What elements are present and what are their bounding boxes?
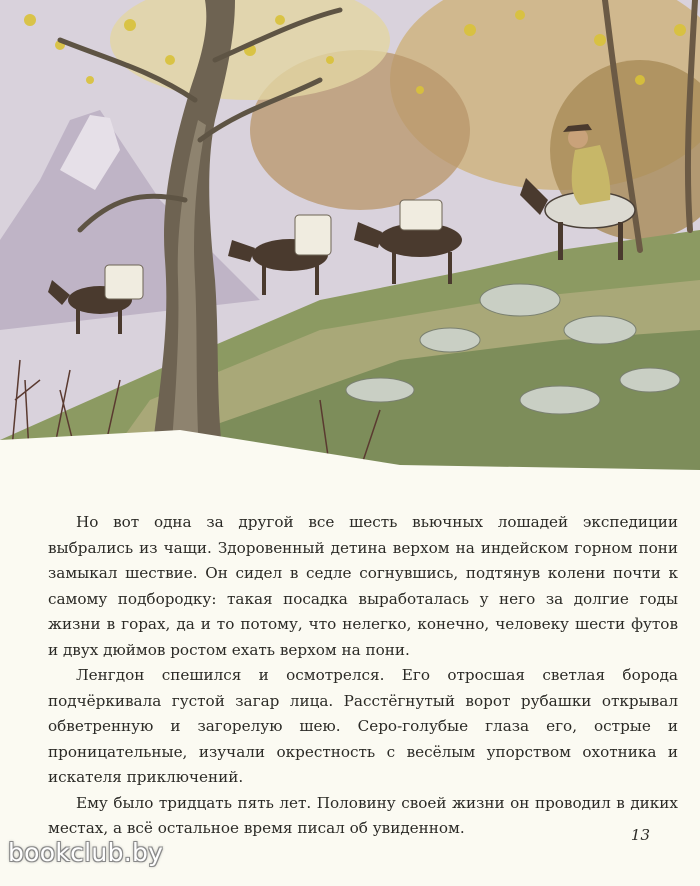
paragraph: Ленгдон спешился и осмотрелся. Его отросшая светлая борода подчёркивала густой загар лица. Расстёгнутый ворот рубашки открывал обветренную и загорелую шею. Серо-голубые глаза его, острые и проницательные, изучали окрестность с весёлым упорством охотника и искателя приключений.: [48, 666, 678, 786]
paragraph: Но вот одна за другой все шесть вьючных лошадей экспедиции выбрались из чащи. Здоровенный детина верхом на индейском горном пони замыкал шествие. Он сидел в седле согнувшись, подтянув колени почти к самому подбородку: такая посадка выработалась у него за долгие годы жизни в горах, да и то потому, что нелегко, конечно, человеку шести футов и двух дюймов ростом ехать верхом на пони.: [48, 513, 678, 659]
paragraph: Ему было тридцать пять лет. Половину своей жизни он проводил в диких местах, а всё остальное время писал об увиденном.: [48, 793, 678, 837]
watermark: bookclub.by: [8, 838, 164, 867]
body-text: [48, 510, 678, 842]
page-number: 13: [630, 826, 650, 844]
